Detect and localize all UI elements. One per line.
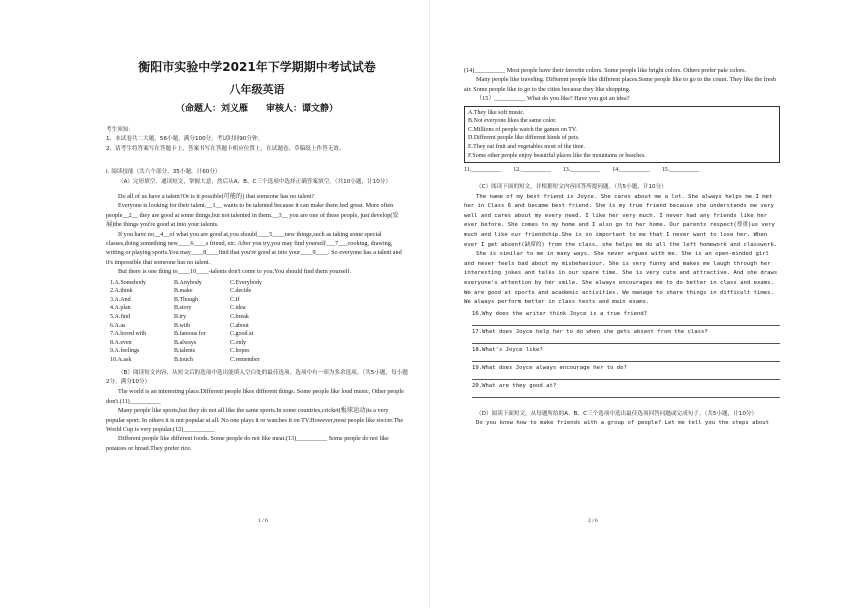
answer-blank-12[interactable]: 12.__________ [513, 167, 551, 174]
cloze-options [110, 279, 408, 365]
answer-blank-15[interactable]: 15.__________ [661, 167, 700, 174]
section-d-instructions: （D）阅读下面短文，从每题所给的A、B、C三个选项中选出最佳选项回答问题或完成句子。（共5小题，计10分） [476, 410, 758, 417]
option-b: B.famous for [174, 331, 206, 338]
cloze-paragraph-4: But there is one thing to____10____-talents don't come to you.You should find them yourself. [118, 268, 352, 276]
exam-authors: （命题人：刘义雁 审核人：谭文静） [175, 104, 338, 114]
section-b-instructions: （B）阅读短文内容，从短文后的选项中选出能填入空白处的最佳选项。选项中有一项为多余选项。（共5小题，每小题2分，满分10分） [106, 369, 408, 386]
question-17: 17.What does Joyce help her to do when she gets absent from the class? [472, 328, 708, 335]
option-c: C.If [230, 296, 240, 303]
option-a: 4.A.plan [110, 305, 131, 312]
option-c: C.remember [230, 357, 260, 364]
answer-line-18[interactable] [472, 361, 780, 362]
option-a: 10.A.ask [110, 357, 132, 364]
choice-c: C.Millions of people watch the games on TV. [468, 126, 577, 133]
choice-a: A.They like soft music. [468, 109, 525, 116]
question-20: 20.What are they good at? [472, 382, 557, 389]
option-a: 3.A.And [110, 296, 131, 303]
option-c: C.decide [230, 288, 252, 295]
option-b: B.touch [174, 357, 193, 364]
passage-c-paragraph-1: The name of my best friend is Joyce. She cares about me a lot. She always helps me.I met her in Class 6 and became best friend. She is my true friend because she understands me very well and cares about my every need. I like her very much. I never had any friends like her ever before. She comes to my home and I also go to her home. Our parents respect(尊重)us very much and like our friendship.She is so important to me that I never want to lose her. When ever I get absent(缺席的) from the class, she helps me do all the left homework and classwork. [464, 193, 778, 248]
option-c: C.break [230, 314, 249, 321]
option-c: C.hopes [230, 348, 250, 355]
option-b: B.always [174, 339, 197, 346]
answer-line-16[interactable] [472, 325, 780, 326]
option-a: 1.A.Somebody [110, 279, 146, 286]
notice-line-2: 2、请考生将答案写在答题卡上，答案书写在答题卡相应位置上，在试题卷、草稿纸上作答无效。 [106, 145, 345, 152]
exam-subtitle: 八年级英语 [229, 83, 285, 96]
section-c-instructions: （C）阅读下面的短文，并根据短文内容回答所提问题。（共5小题，计10分） [476, 184, 667, 191]
choice-e: E.They eat fruit and vegetables most of the time. [468, 144, 585, 150]
passage-b-paragraph-2: Many people like sports,but they do not all like the same sports.In some countries,cricket(板球运动)is a very popular sport. In others it is not popular at all. No one plays it or watches it on TV.However,most people like soccer.The World Cup is very popular.(12)__________ [106, 407, 404, 434]
option-a: 8.A.even [110, 339, 132, 346]
choices-box [464, 106, 780, 164]
question-18: 18.What's Joyce like? [472, 346, 543, 353]
passage-b-paragraph-5: Many people like traveling. Different people like different places.Some people like to go to the count. They like the fresh air. Some people like to go to the cities because they like shopping. [464, 76, 777, 93]
answer-line-17[interactable] [472, 343, 780, 344]
option-c: C.only [230, 339, 247, 346]
option-c: C.idea [230, 305, 246, 312]
option-b: B.with [174, 322, 191, 329]
cloze-paragraph-2: Everyone is looking for their talent.__1__ wants to be talented because it can make them feel great. More often people__2__ they are good at some things,but not talented in them.__3__ you are one of these people, just develop(发展)the things you're good at into your talents. [106, 202, 399, 229]
page-number-left: 1 / 6 [258, 518, 268, 524]
passage-b-paragraph-6: （15）__________ What do you like? Have you got an idea? [476, 95, 630, 103]
option-b: B.Anybody [174, 279, 202, 286]
answer-blank-13[interactable]: 13.__________ [562, 167, 601, 174]
passage-b-paragraph-3: Different people like different foods. Some people do not like meat.(13)__________ Some people do not like potatoes or bread.They prefer rice. [106, 435, 389, 452]
notice-title: 考生须知： [106, 127, 134, 133]
page-number-right: 2 / 6 [588, 518, 598, 524]
cloze-paragraph-1: Do all of us have a talent?Or is it possible(可能的) that someone has no talent? [118, 193, 315, 201]
option-b: B.try [174, 314, 187, 321]
option-c: C.about [230, 322, 249, 329]
passage-d-start: Do you know how to make friends with a group of people? Let me tell you the steps about [476, 420, 769, 427]
answer-blank-11[interactable]: 11.__________ [464, 167, 502, 174]
answer-line-19[interactable] [472, 379, 780, 380]
option-a: 9.A.feelings [110, 348, 140, 355]
option-b: B.talents [174, 348, 196, 355]
answer-blank-14[interactable]: 14.__________ [612, 167, 650, 174]
notice-line-1: 1、本试卷共二大题，56小题，满分100分，考试时间90分钟。 [106, 136, 264, 143]
question-16: 16.Why does the writer think Joyce is a true friend? [472, 310, 648, 317]
option-a: 5.A.find [110, 314, 130, 321]
option-a: 6.A.as [110, 322, 126, 329]
option-b: B.make [174, 288, 193, 295]
option-b: B.Though [174, 296, 199, 303]
cloze-paragraph-3: If you have no__4__of what you are good at,you should____5____new things,such as taking some special classes,doing something new____6____s friend, etc. After you try,you may find yourself___7___cooking, drawing, writing or playing sports.You may____8____find that you're good at into your____9____. So everyone has a talent and it's impossible that someone has no talent. [106, 230, 402, 266]
choice-d: D.Different people like different kinds of pets. [468, 135, 580, 142]
choice-b: B.Not everyone likes the same color. [468, 118, 557, 125]
passage-b-paragraph-1: The world is an interesting place.Different people likes different things. Some people like loud music, Other people don't.(11)__________ [106, 388, 404, 405]
option-b: B.story [174, 305, 192, 312]
question-19: 19.What does Joyce always encourage her to do? [472, 364, 627, 371]
part-one-heading: I. 阅读技能（共六个部分，35小题，计60分） [106, 169, 221, 176]
section-a-instructions: （A）完形填空。通读短文，掌握大意，然后从A、B、C三个选项中选择正确答案填空。（共10小题，计10分） [118, 178, 391, 185]
right-page [430, 0, 860, 608]
passage-b-paragraph-4: (14)__________ Most people have their favorite colors. Some people like bright colors. Others prefer pale colors. [464, 67, 747, 74]
exam-title: 衡阳市实验中学2021年下学期期中考试试卷 [138, 60, 376, 74]
option-a: 2.A.think [110, 288, 133, 295]
passage-c-paragraph-2: She is similar to me in many ways. She never argues with me. She is an open-minded girl and never feels bad about my misbehaviour. She is very funny and makes me laugh through her interesting jokes and talks in our spare time. She is very cute and attractive. And she draws everyone's attention by her smile. She always encourages me to do better in class and exams. We are good at sports and academic activities. We manage to share things in difficult times. We always perform better in class tests and main exams. [464, 251, 778, 306]
choice-f: F.Some other people enjoy beautiful places like the mountains or beaches. [468, 152, 646, 159]
option-c: C.good at [230, 331, 254, 338]
answer-blanks [464, 167, 780, 173]
option-c: C.Everybody [230, 279, 262, 286]
option-a: 7.A.bored with [110, 331, 147, 338]
